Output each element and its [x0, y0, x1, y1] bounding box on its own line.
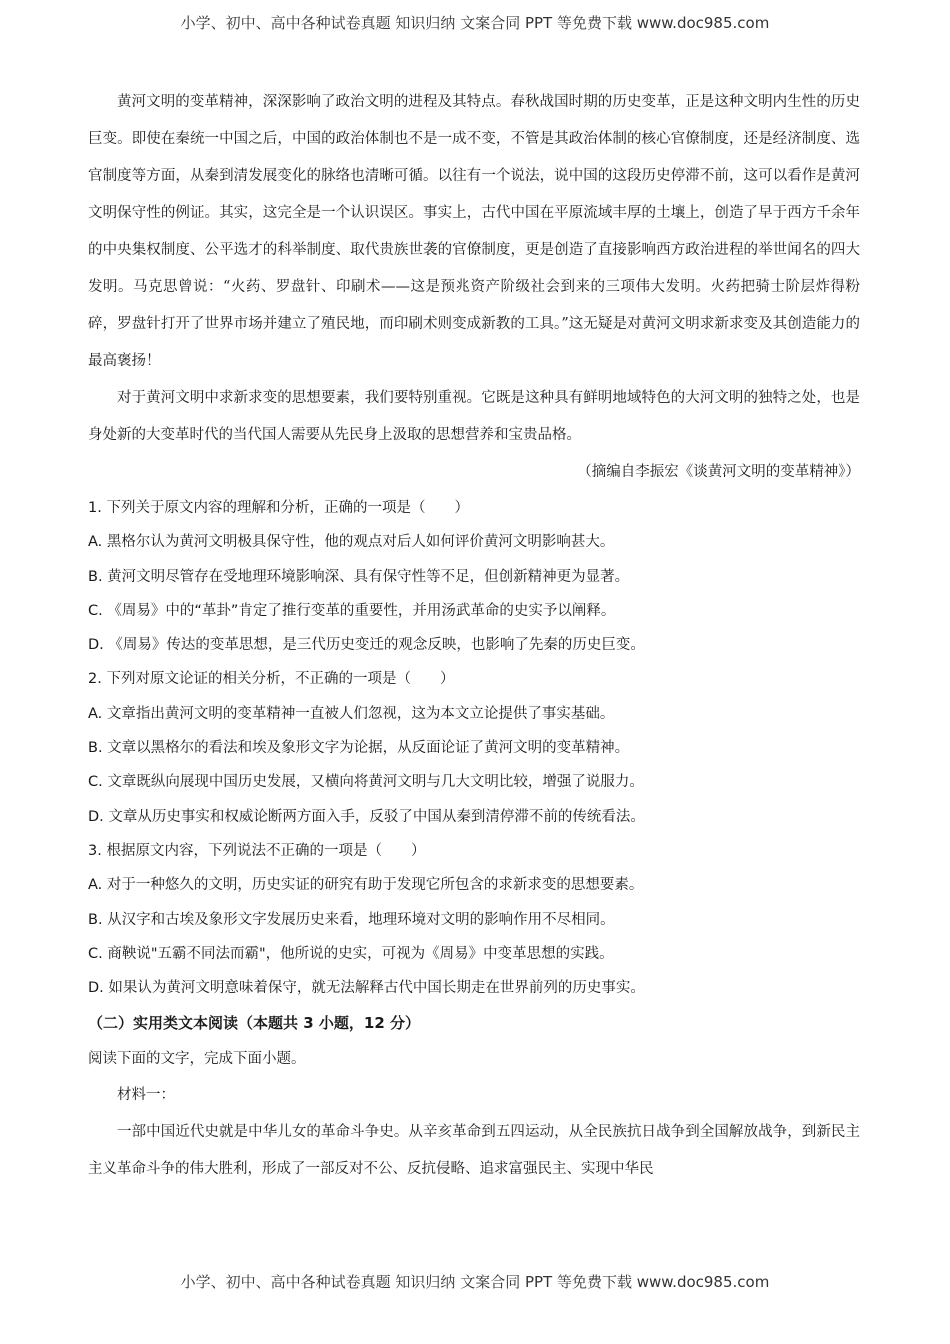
- section-instruction: 阅读下面的文字，完成下面小题。: [88, 1051, 306, 1068]
- question-2: [88, 662, 860, 833]
- question-stem: 2. 下列对原文论证的相关分析，不正确的一项是（ ）: [88, 671, 455, 688]
- footer-banner: 小学、初中、高中各种试卷真题 知识归纳 文案合同 PPT 等免费下载 www.doc985.com: [180, 1273, 770, 1291]
- question-1: [88, 491, 860, 662]
- document-body: [88, 84, 860, 1188]
- option-a: A. 对于一种悠久的文明，历史实证的研究有助于发现它所包含的求新求变的思想要素。: [88, 877, 644, 894]
- question-stem: 3. 根据原文内容，下列说法不正确的一项是（ ）: [88, 842, 426, 859]
- option-d: D. 文章从历史事实和权威论断两方面入手，反驳了中国从秦到清停滞不前的传统看法。: [88, 808, 645, 825]
- option-b: B. 黄河文明尽管存在受地理环境影响深、具有保守性等不足，但创新精神更为显著。: [88, 568, 630, 585]
- option-c: C. 文章既纵向展现中国历史发展，又横向将黄河文明与几大文明比较，增强了说服力。: [88, 774, 644, 791]
- question-3: [88, 834, 860, 1005]
- passage-paragraph: 对于黄河文明中求新求变的思想要素，我们要特别重视。它既是这种具有鲜明地域特色的大河文明的独特之处，也是身处新的大变革时代的当代国人需要从先民身上汲取的思想营养和宝贵品格。: [88, 390, 860, 443]
- option-a: A. 文章指出黄河文明的变革精神一直被人们忽视，这为本文立论提供了事实基础。: [88, 705, 615, 722]
- material-paragraph: 一部中国近代史就是中华儿女的革命斗争史。从辛亥革命到五四运动，从全民族抗日战争到全国解放战争，到新民主主义革命斗争的伟大胜利，形成了一部反对不公、反抗侵略、追求富强民主、实现中华民: [88, 1124, 860, 1178]
- header-banner: 小学、初中、高中各种试卷真题 知识归纳 文案合同 PPT 等免费下载 www.doc985.com: [180, 14, 770, 32]
- section-heading: （二）实用类文本阅读（本题共 3 小题，12 分）: [88, 1014, 420, 1033]
- option-d: D. 如果认为黄河文明意味着保守，就无法解释古代中国长期走在世界前列的历史事实。: [88, 980, 645, 997]
- option-a: A. 黑格尔认为黄河文明极具保守性，他的观点对后人如何评价黄河文明影响甚大。: [88, 534, 615, 551]
- option-b: B. 文章以黑格尔的看法和埃及象形文字为论据，从反面论证了黄河文明的变革精神。: [88, 740, 630, 757]
- passage-source: （摘编自李振宏《谈黄河文明的变革精神》）: [577, 464, 860, 480]
- option-b: B. 从汉字和古埃及象形文字发展历史来看，地理环境对文明的影响作用不尽相同。: [88, 911, 615, 928]
- option-c: C. 商鞅说"五霸不同法而霸"，他所说的史实，可视为《周易》中变革思想的实践。: [88, 945, 614, 962]
- passage-paragraph: 黄河文明的变革精神，深深影响了政治文明的进程及其特点。春秋战国时期的历史变革，正是这种文明内生性的历史巨变。即使在秦统一中国之后，中国的政治体制也不是一成不变，不管是其政治体制的核心官僚制度，还是经济制度、选官制度等方面，从秦到清发展变化的脉络也清晰可循。以往有一个说法，说中国的这段历史停滞不前，这可以看作是黄河文明保守性的例证。其实，这完全是一个认识误区。事实上，古代中国在平原流域丰厚的土壤上，创造了早于西方千余年的中央集权制度、公平选才的科举制度、取代贵族世袭的官僚制度，更是创造了直接影响西方政治进程的举世闻名的四大发明。马克思曾说：“火药、罗盘针、印刷术——这是预兆资产阶级社会到来的三项伟大发明。火药把骑士阶层炸得粉碎，罗盘针打开了世界市场并建立了殖民地，而印刷术则变成新教的工具。”这无疑是对黄河文明求新求变及其创造能力的最高褒扬！: [88, 94, 860, 369]
- material-label: 材料一：: [117, 1087, 175, 1104]
- option-c: C. 《周易》中的“革卦”肯定了推行变革的重要性，并用汤武革命的史实予以阐释。: [88, 602, 616, 619]
- question-stem: 1. 下列关于原文内容的理解和分析，正确的一项是（ ）: [88, 500, 469, 516]
- option-d: D. 《周易》传达的变革思想，是三代历史变迁的观念反映，也影响了先秦的历史巨变。: [88, 637, 645, 654]
